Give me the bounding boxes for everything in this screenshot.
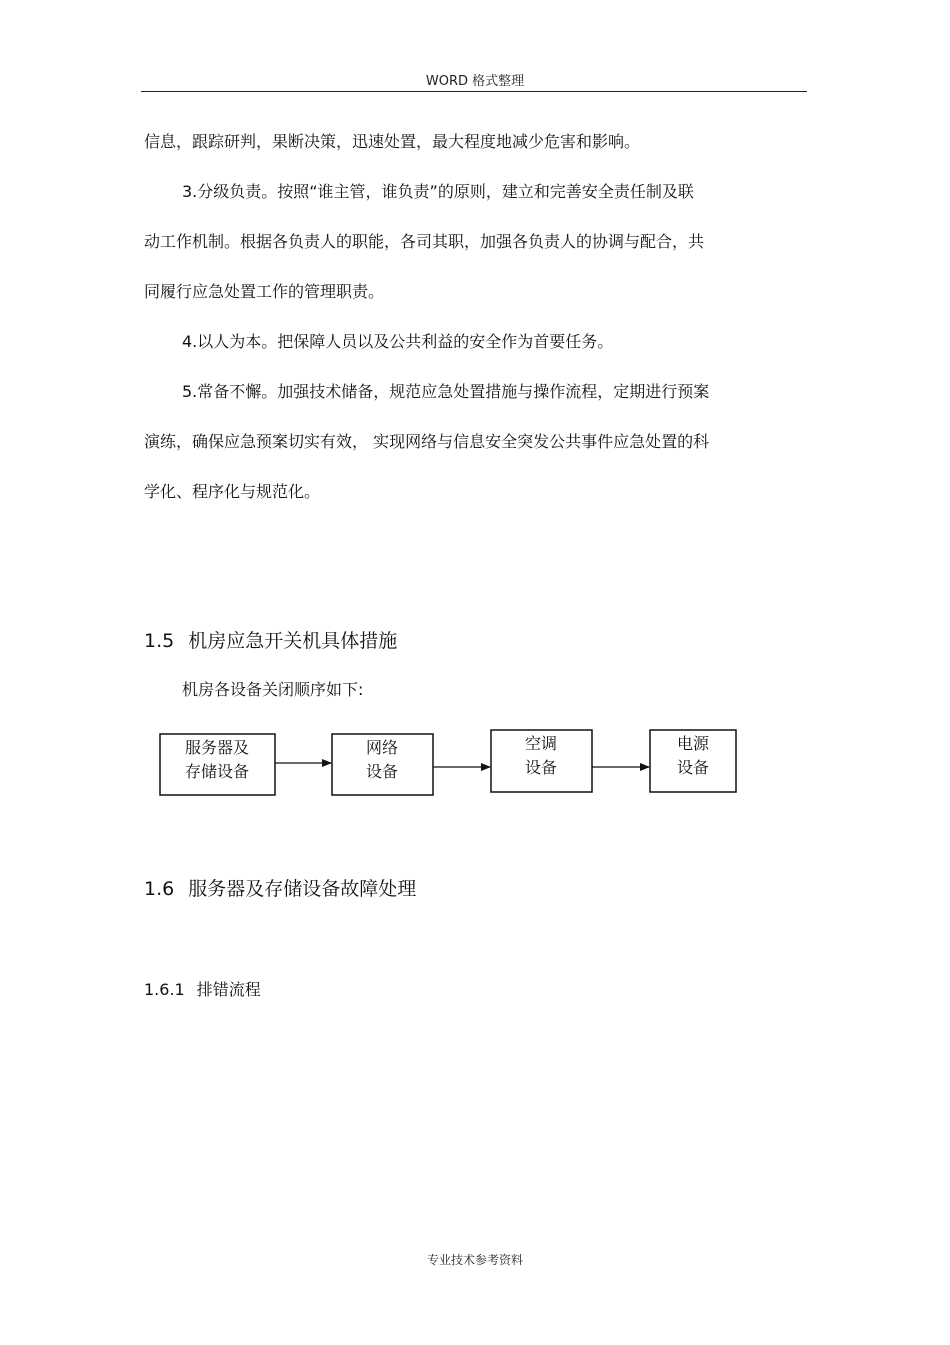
section-number: 1.6.1 [144,980,185,999]
flow-box-label: 电源 [676,734,710,753]
flow-box-label: 设备 [524,758,558,777]
paragraph-line: 5.常备不懈。加强技术储备，规范应急处置措施与操作流程，定期进行预案 [182,382,710,401]
paragraph-line: 演练，确保应急预案切实有效， 实现网络与信息安全突发公共事件应急处置的科 [144,432,710,451]
section-heading-1-6 [144,877,416,901]
section-title: 服务器及存储设备故障处理 [188,878,417,900]
section-number: 1.6 [144,878,175,900]
paragraph-line: 信息，跟踪研判，果断决策，迅速处置，最大程度地减少危害和影响。 [144,132,641,151]
section-intro: 机房各设备关闭顺序如下: [182,680,364,699]
paragraph-line: 同履行应急处置工作的管理职责。 [144,282,385,301]
page-footer: 专业技术参考资料 [426,1253,523,1267]
section-number: 1.5 [144,630,175,652]
flow-box-label: 空调 [524,734,558,753]
flow-box-label: 服务器及 [184,738,250,757]
paragraph-line: 学化、程序化与规范化。 [144,482,321,501]
flow-box-label: 网络 [365,738,399,757]
page-header: WORD 格式整理 [425,74,525,89]
section-title: 机房应急开关机具体措施 [188,630,398,652]
paragraph-line: 3.分级负责。按照“谁主管，谁负责”的原则，建立和完善安全责任制及联 [182,182,694,201]
section-title: 排错流程 [196,980,261,999]
flow-box-label: 设备 [365,762,399,781]
paragraph-line: 4.以人为本。把保障人员以及公共利益的安全作为首要任务。 [182,332,614,351]
section-heading-1-6-1 [144,980,261,1000]
flow-box-label: 存储设备 [184,762,250,781]
paragraph-line: 动工作机制。根据各负责人的职能，各司其职，加强各负责人的协调与配合，共 [144,232,705,251]
flow-box-label: 设备 [676,758,710,777]
